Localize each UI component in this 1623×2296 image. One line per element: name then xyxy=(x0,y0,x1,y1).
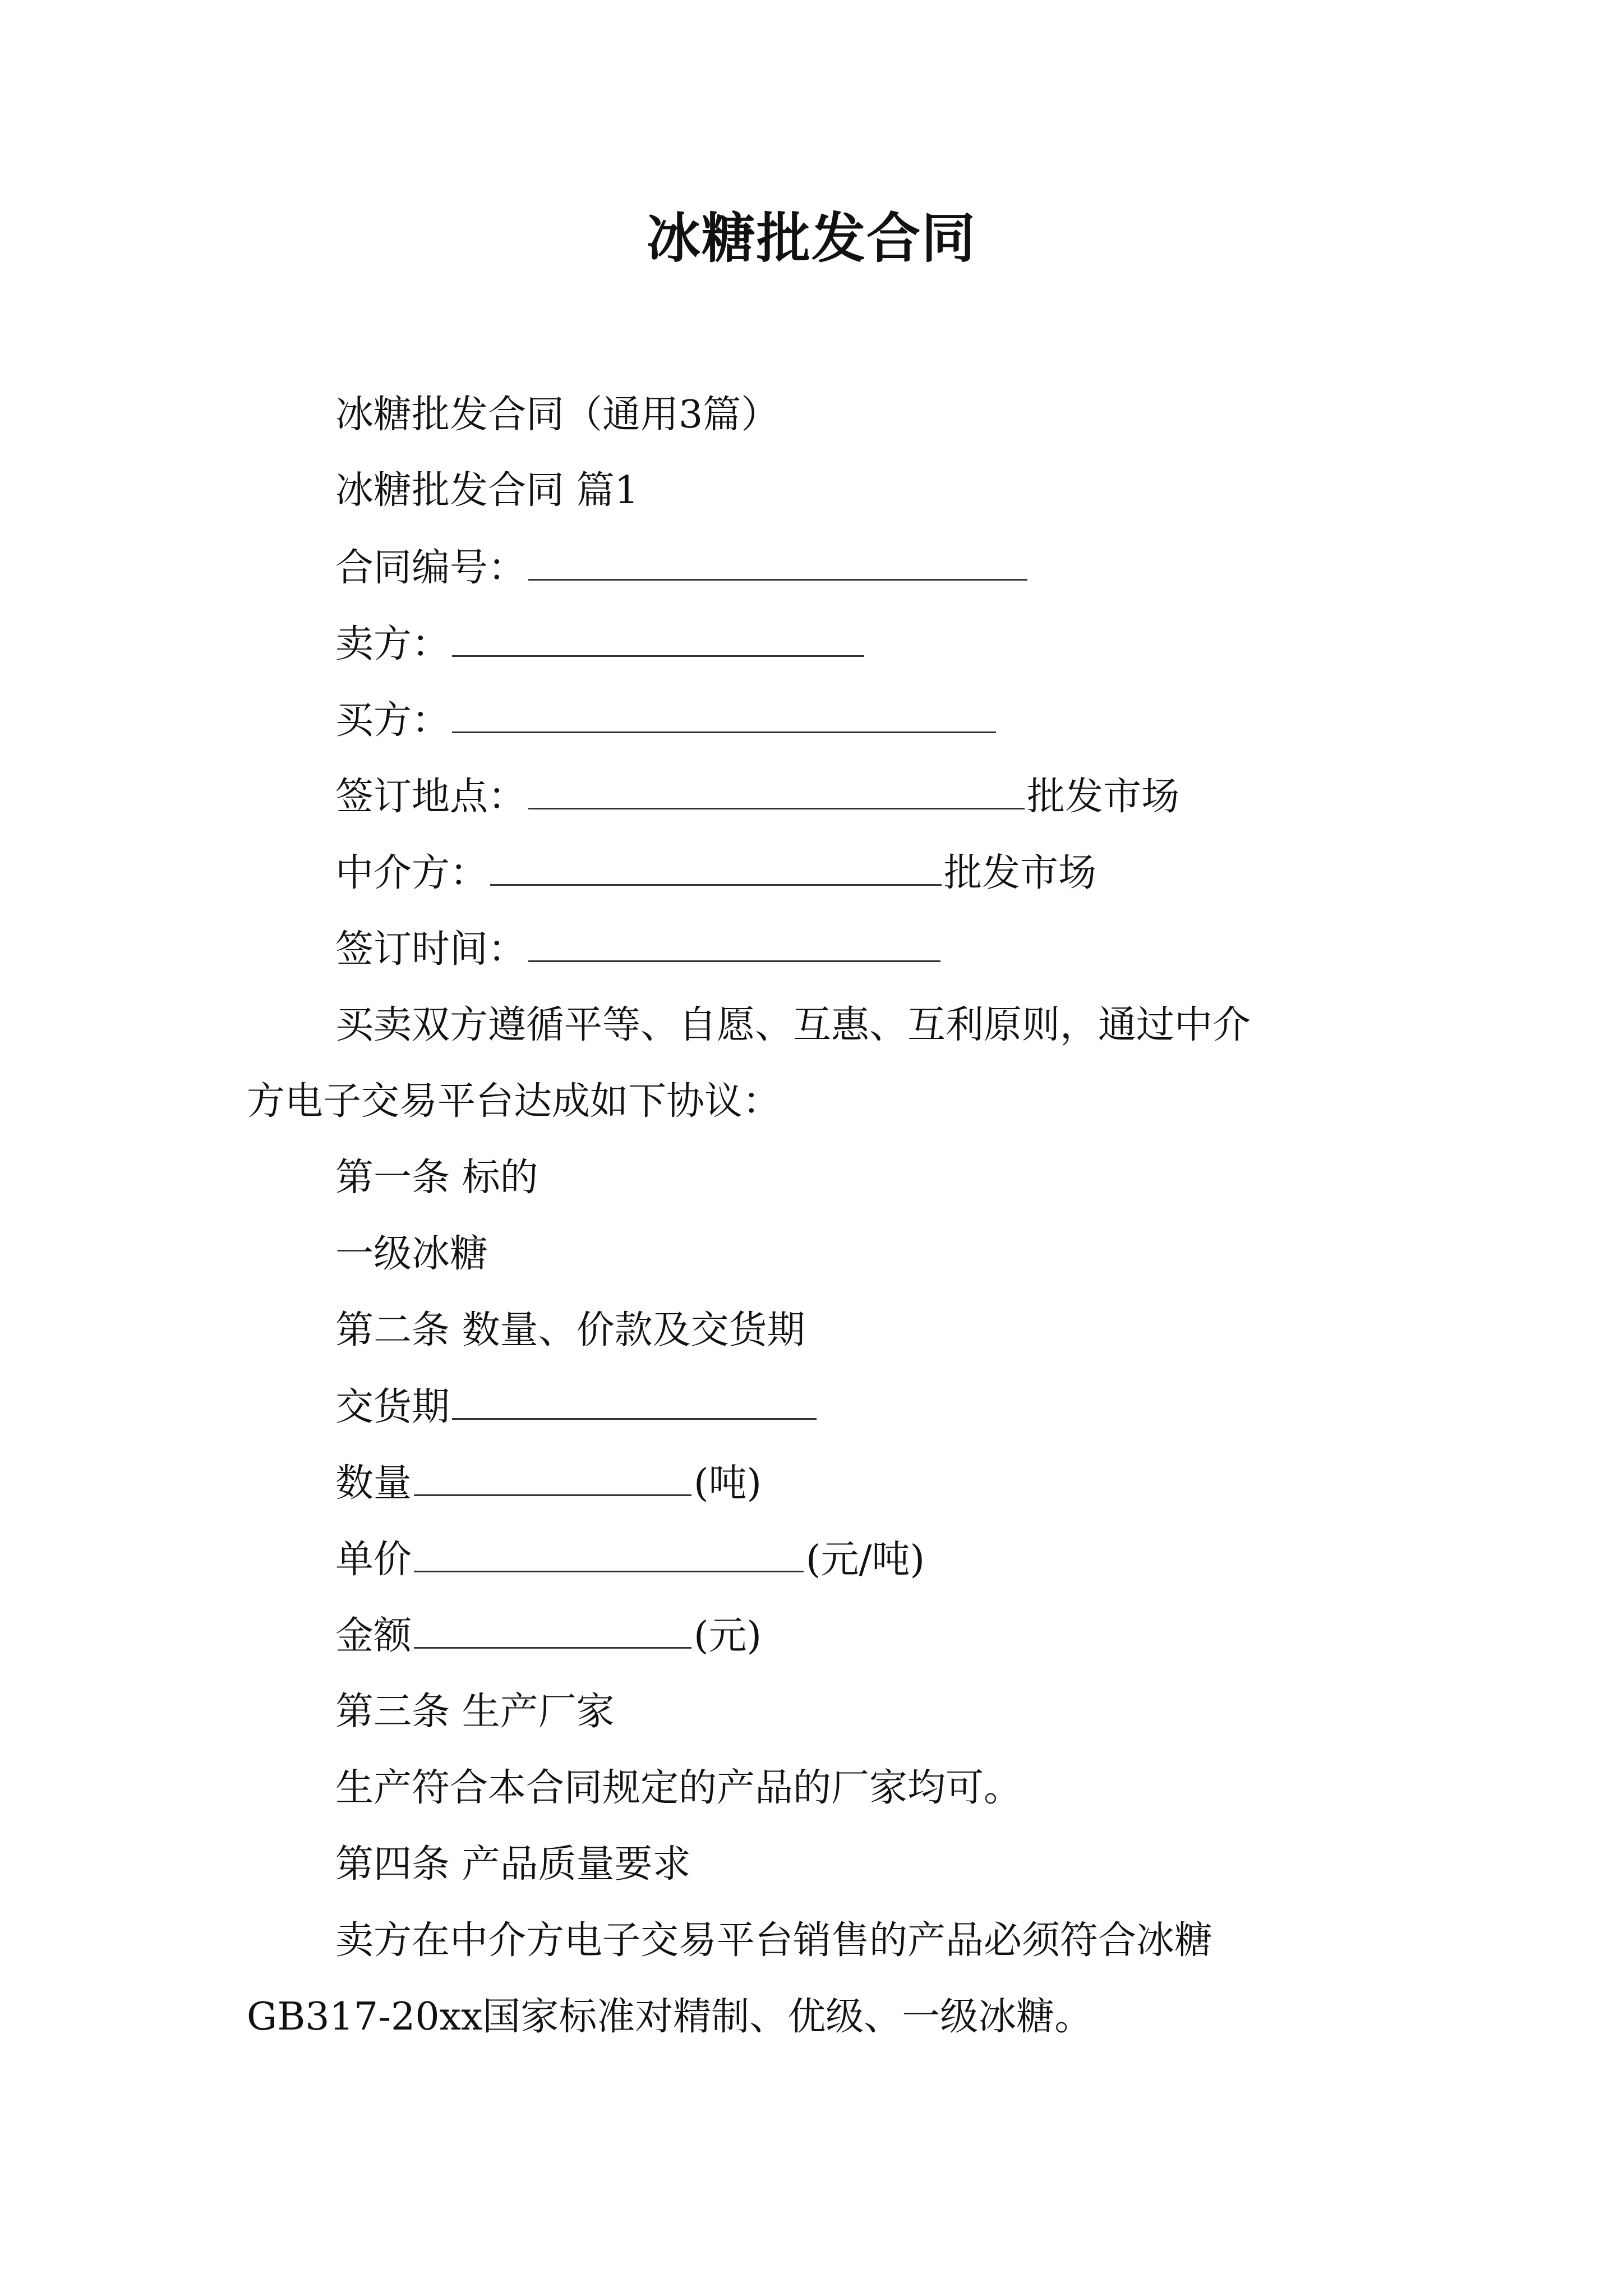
buyer-row xyxy=(335,692,998,749)
article2-heading: 第二条 数量、价款及交货期 xyxy=(335,1308,805,1352)
intermediary-blank[interactable] xyxy=(490,845,942,886)
amount-row xyxy=(335,1608,762,1664)
quantity-label: 数量 xyxy=(335,1461,412,1506)
delivery-blank[interactable] xyxy=(452,1379,817,1420)
intermediary-label: 中介方： xyxy=(335,851,488,895)
amount-unit: (元) xyxy=(694,1614,762,1658)
buyer-blank[interactable] xyxy=(452,692,996,733)
article1-body: 一级冰糖 xyxy=(335,1232,488,1276)
quantity-row xyxy=(335,1455,762,1512)
price-unit: (元/吨) xyxy=(806,1538,925,1582)
seller-blank[interactable] xyxy=(452,616,864,657)
price-blank[interactable] xyxy=(414,1531,804,1572)
article4-body-line2: GB317-20xx国家标准对精制、优级、一级冰糖。 xyxy=(247,1995,1093,2039)
quantity-unit: (吨) xyxy=(694,1461,762,1506)
intermediary-row xyxy=(335,845,1096,901)
contract-number-label: 合同编号： xyxy=(335,546,527,590)
amount-label: 金额 xyxy=(335,1614,412,1658)
document-title: 冰糖批发合同 xyxy=(647,207,976,270)
quantity-blank[interactable] xyxy=(414,1455,691,1496)
sign-time-label: 签订时间： xyxy=(335,927,527,972)
article4-body-line1: 卖方在中介方电子交易平台销售的产品必须符合冰糖 xyxy=(335,1918,1213,1963)
price-row xyxy=(335,1531,925,1588)
contract-number-row xyxy=(335,540,1030,596)
intermediary-suffix: 批发市场 xyxy=(944,851,1097,895)
sign-time-row xyxy=(335,921,943,978)
sign-time-blank[interactable] xyxy=(528,921,940,962)
sign-place-blank[interactable] xyxy=(528,769,1025,809)
contract-number-blank[interactable] xyxy=(528,540,1027,581)
buyer-label: 买方： xyxy=(335,698,450,743)
price-label: 单价 xyxy=(335,1538,412,1582)
article1-heading: 第一条 标的 xyxy=(335,1156,538,1200)
article3-heading: 第三条 生产厂家 xyxy=(335,1690,615,1734)
seller-row xyxy=(335,616,866,673)
article3-body: 生产符合本合同规定的产品的厂家均可。 xyxy=(335,1766,1022,1810)
sign-place-row xyxy=(335,769,1179,825)
document-subtitle: 冰糖批发合同（通用3篇） xyxy=(335,393,780,437)
amount-blank[interactable] xyxy=(414,1608,691,1649)
section-heading: 冰糖批发合同 篇1 xyxy=(335,468,639,513)
delivery-row xyxy=(335,1379,819,1435)
intro-paragraph-line1: 买卖双方遵循平等、自愿、互惠、互利原则，通过中介 xyxy=(335,1003,1251,1047)
intro-paragraph-line2: 方电子交易平台达成如下协议： xyxy=(247,1079,781,1124)
delivery-label: 交货期 xyxy=(335,1385,450,1429)
sign-place-suffix: 批发市场 xyxy=(1027,775,1180,819)
article4-heading: 第四条 产品质量要求 xyxy=(335,1842,691,1887)
seller-label: 卖方： xyxy=(335,622,450,666)
sign-place-label: 签订地点： xyxy=(335,775,527,819)
